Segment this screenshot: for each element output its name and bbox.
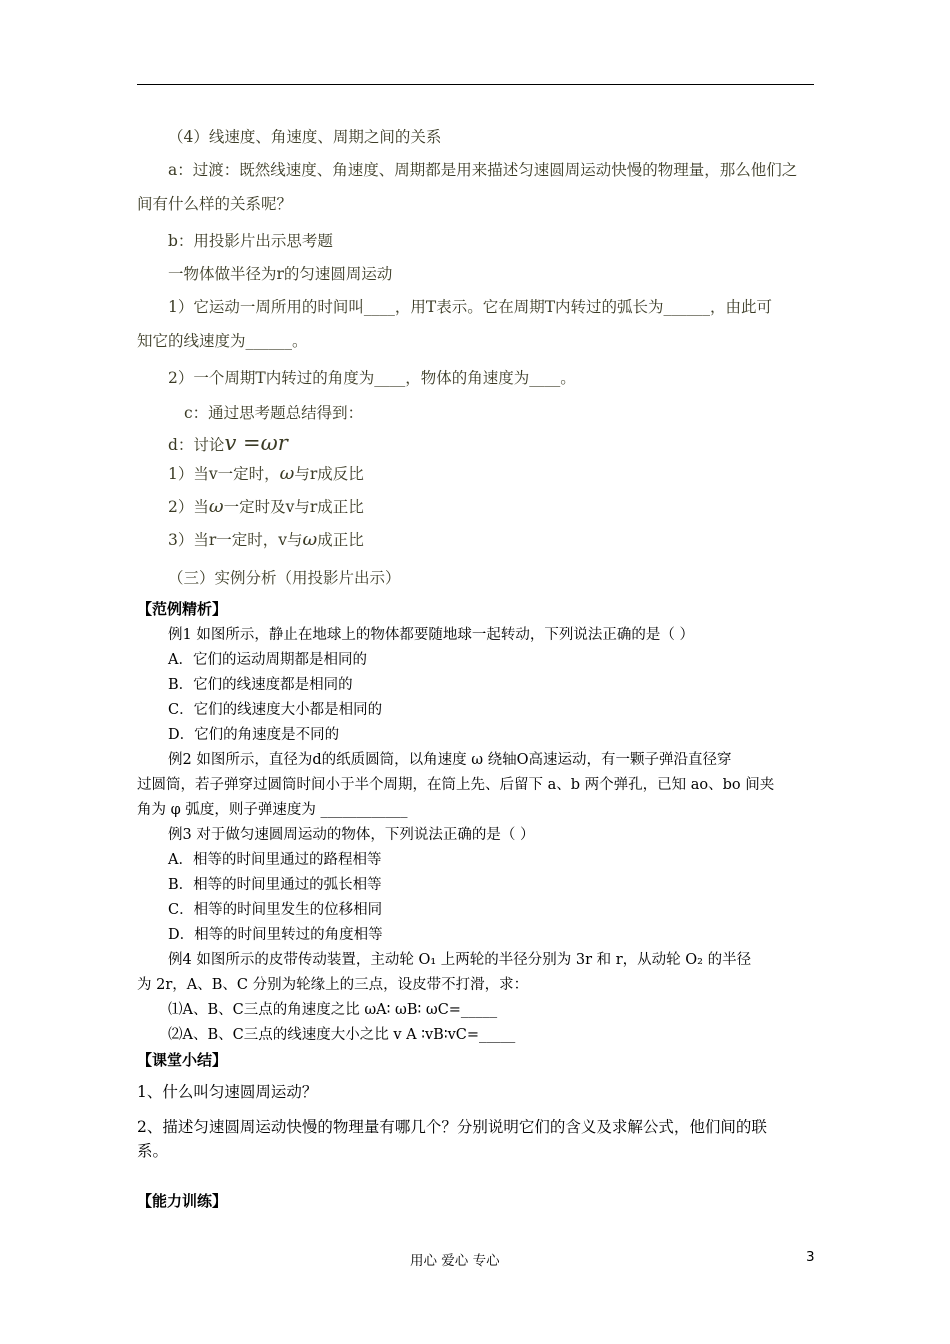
example-2-line-3: 角为 φ 弧度，则子弹速度为 ____________ <box>137 802 408 818</box>
omega-symbol: ω <box>208 496 224 517</box>
example-1-option-a: A．它们的运动周期都是相同的 <box>168 652 367 668</box>
example-3: 例3 对于做匀速圆周运动的物体，下列说法正确的是（ ） <box>168 827 535 843</box>
omega-symbol: ω <box>302 529 318 550</box>
example-3-option-b: B．相等的时间里通过的弧长相等 <box>168 877 382 893</box>
discussion-label: d：讨论 <box>168 436 225 454</box>
question-1-line-2: 知它的线速度为______。 <box>137 332 308 350</box>
transition-line-1: a：过渡：既然线速度、角速度、周期都是用来描述匀速圆周运动快慢的物理量，那么他们之 <box>168 161 798 179</box>
example-4-line-1: 例4 如图所示的皮带传动装置，主动轮 O₁ 上两轮的半径分别为 3r 和 r，从动轮 O₂ 的半径 <box>168 952 752 968</box>
example-3-option-d: D．相等的时间里转过的角度相等 <box>168 927 383 943</box>
summary-heading: 【课堂小结】 <box>137 1051 228 1069</box>
section-3-title: （三）实例分析（用投影片出示） <box>168 569 401 587</box>
example-3-option-c: C．相等的时间里发生的位移相同 <box>168 902 383 918</box>
summary-question-2-line-1: 2、描述匀速圆周运动快慢的物理量有哪几个？分别说明它们的含义及求解公式，他们间的联 <box>137 1118 767 1136</box>
example-1-option-b: B．它们的线速度都是相同的 <box>168 677 353 693</box>
discussion-line <box>168 430 288 458</box>
transition-line-2: 间有什么样的关系呢？ <box>137 195 293 213</box>
example-1-option-c: C．它们的线速度大小都是相同的 <box>168 702 383 718</box>
example-2-line-1: 例2 如图所示，直径为d的纸质圆筒，以角速度 ω 绕轴O高速运动，有一颗子弹沿直径穿 <box>168 752 732 768</box>
summary-prompt: c：通过思考题总结得到： <box>184 404 364 422</box>
summary-question-2-line-2: 系。 <box>137 1142 169 1160</box>
example-4-question-2: ⑵A、B、C三点的线速度大小之比 v A ∶vB∶vC=_____ <box>168 1027 516 1043</box>
example-4-line-2: 为 2r，A、B、C 分别为轮缘上的三点，设皮带不打滑，求： <box>137 977 529 993</box>
footer-motto: 用心 爱心 专心 <box>410 1253 500 1269</box>
question-1-line-1: 1）它运动一周所用的时间叫____，用T表示。它在周期T内转过的弧长为______，由此可 <box>168 298 773 316</box>
formula-v-omega-r: v =ωr <box>224 431 288 455</box>
projection-note: b：用投影片出示思考题 <box>168 232 333 250</box>
example-1: 例1 如图所示，静止在地球上的物体都要随地球一起转动，下列说法正确的是（ ） <box>168 627 694 643</box>
training-heading: 【能力训练】 <box>137 1192 228 1210</box>
example-4-question-1: ⑴A、B、C三点的角速度之比 ωA∶ ωB∶ ωC=_____ <box>168 1002 498 1018</box>
discussion-case-3: 3）当r一定时，v与ω成正比 <box>168 529 364 550</box>
question-2: 2）一个周期T内转过的角度为____，物体的角速度为____。 <box>168 369 576 387</box>
header-rule <box>137 84 814 85</box>
discussion-case-1: 1）当v一定时，ω与r成反比 <box>168 463 364 484</box>
omega-symbol: ω <box>279 463 295 484</box>
example-1-option-d: D．它们的角速度是不同的 <box>168 727 340 743</box>
page-number: 3 <box>806 1249 815 1265</box>
summary-question-1: 1、什么叫匀速圆周运动？ <box>137 1083 318 1101</box>
example-3-option-a: A．相等的时间里通过的路程相等 <box>168 852 382 868</box>
examples-heading: 【范例精析】 <box>137 600 228 618</box>
example-2-line-2: 过圆筒，若子弹穿过圆筒时间小于半个周期，在筒上先、后留下 a、b 两个弹孔，已知 ao、bo 间夹 <box>137 777 775 793</box>
problem-intro: 一物体做半径为r的匀速圆周运动 <box>168 265 393 283</box>
section-4-title: （4）线速度、角速度、周期之间的关系 <box>168 128 442 146</box>
discussion-case-2: 2）当ω一定时及v与r成正比 <box>168 496 364 517</box>
